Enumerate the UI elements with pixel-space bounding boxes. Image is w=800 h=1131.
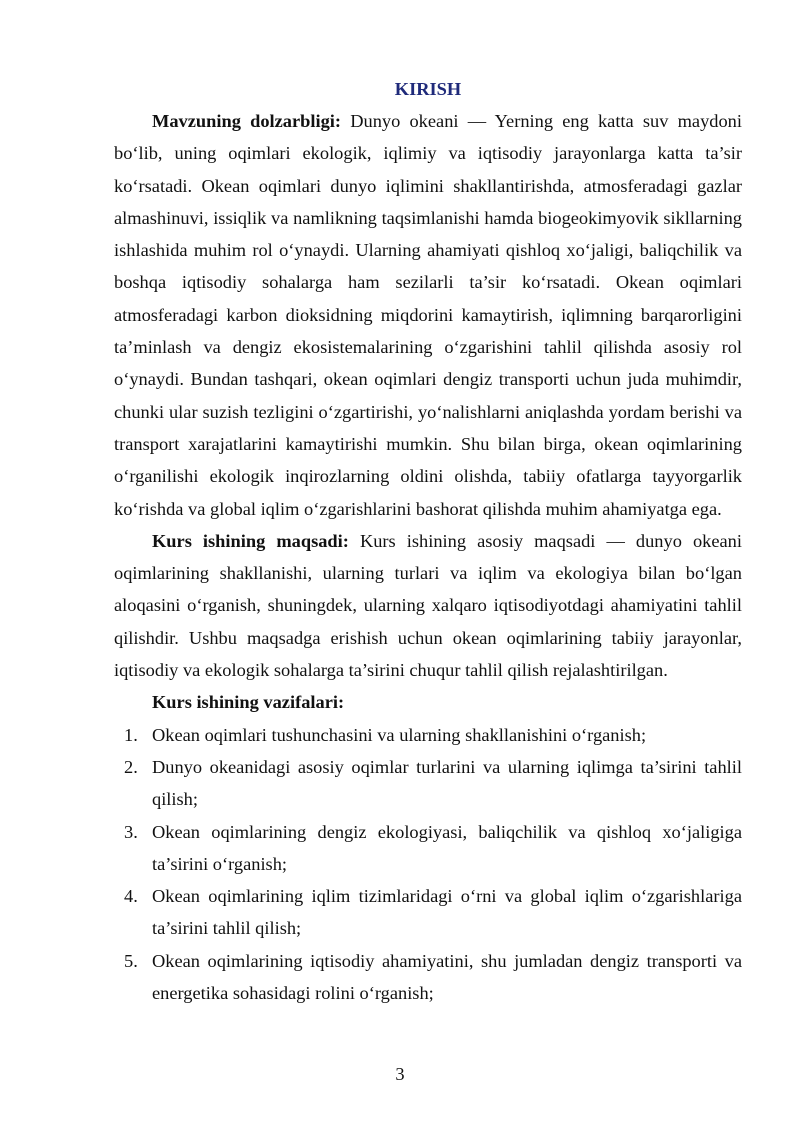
list-item-text: Okean oqimlarining iqlim tizimlaridagi o‘rni va global iqlim o‘zgarishlariga ta’sirini tahlil qilish; bbox=[152, 886, 742, 939]
list-item-number: 3. bbox=[124, 821, 138, 842]
list-item-text: Okean oqimlari tushunchasini va ularning shakllanishini o‘rganish; bbox=[152, 724, 647, 745]
tasks-heading: Kurs ishining vazifalari: bbox=[152, 692, 345, 713]
list-item-number: 2. bbox=[124, 756, 138, 777]
goal-paragraph bbox=[114, 525, 742, 686]
list-item bbox=[114, 816, 742, 881]
relevance-label: Mavzuning dolzarbligi: bbox=[152, 111, 342, 131]
page-number: 3 bbox=[395, 1064, 405, 1084]
relevance-text: Dunyo okeani — Yerning eng katta suv maydoni bo‘lib, uning oqimlari ekologik, iqlimiy va iqtisodiy jarayonlarga katta ta’sir ko‘rsatadi. Okean oqimlari dunyo iqlimini shakllantirishda, atmosferadagi gazlar almashinuvi, issiqlik va namlikning taqsimlanishi hamda biogeokimyovik sikllarning ishlashida muhim rol o‘ynaydi. Ularning ahamiyati qishloq xo‘jaligi, baliqchilik va boshqa iqtisodiy sohalarga ham sezilarli ta’sir ko‘rsatadi. Okean oqimlari atmosferadagi karbon dioksidning miqdorini kamaytirish, iqlimning barqarorligini ta’minlash va dengiz ekosistemalarining o‘zgarishini tahlil qilishda asosiy rol o‘ynaydi. Bundan tashqari, okean oqimlari dengiz transporti uchun juda muhimdir, chunki ular suzish tezligini o‘zgartirishi, yo‘nalishlarni aniqlashda yordam berishi va transport xarajatlarini kamaytirishi mumkin. Shu bilan birga, okean oqimlarining o‘rganilishi ekologik inqirozlarning oldini olishda, tabiiy ofatlarga tayyorgarlik ko‘rishda va global iqlim o‘zgarishlarini bashorat qilishda muhim ahamiyatga ega. bbox=[114, 111, 742, 519]
list-item-text: Okean oqimlarining dengiz ekologiyasi, baliqchilik va qishloq xo‘jaligiga ta’sirini o‘rganish; bbox=[152, 821, 742, 874]
tasks-list bbox=[114, 719, 742, 1010]
list-item-number: 5. bbox=[124, 950, 138, 971]
document-page bbox=[114, 73, 742, 1009]
page-title: KIRISH bbox=[394, 79, 462, 99]
list-item-text: Okean oqimlarining iqtisodiy ahamiyatini, shu jumladan dengiz transporti va energetika sohasidagi rolini o‘rganish; bbox=[152, 950, 742, 1004]
list-item bbox=[114, 880, 742, 945]
goal-label: Kurs ishining maqsadi: bbox=[152, 530, 349, 551]
list-item bbox=[114, 751, 742, 816]
list-item-number: 4. bbox=[124, 886, 138, 907]
list-item bbox=[114, 945, 742, 1010]
list-item-text: Dunyo okeanidagi asosiy oqimlar turlarini va ularning iqlimga ta’sirini tahlil qilish; bbox=[152, 756, 742, 810]
relevance-paragraph bbox=[114, 105, 742, 525]
list-item bbox=[114, 719, 742, 751]
list-item-number: 1. bbox=[124, 724, 138, 745]
goal-text: Kurs ishining asosiy maqsadi — dunyo okeani oqimlarining shakllanishi, ularning turlari va iqlim va ekologiya bilan bo‘lgan aloqasini o‘rganish, shuningdek, ularning xalqaro iqtisodiyotdagi ahamiyatini tahlil qilishdir. Ushbu maqsadga erishish uchun okean oqimlarining tabiiy jarayonlar, iqtisodiy va ekologik sohalarga ta’sirini chuqur tahlil qilish rejalashtirilgan. bbox=[114, 530, 742, 681]
